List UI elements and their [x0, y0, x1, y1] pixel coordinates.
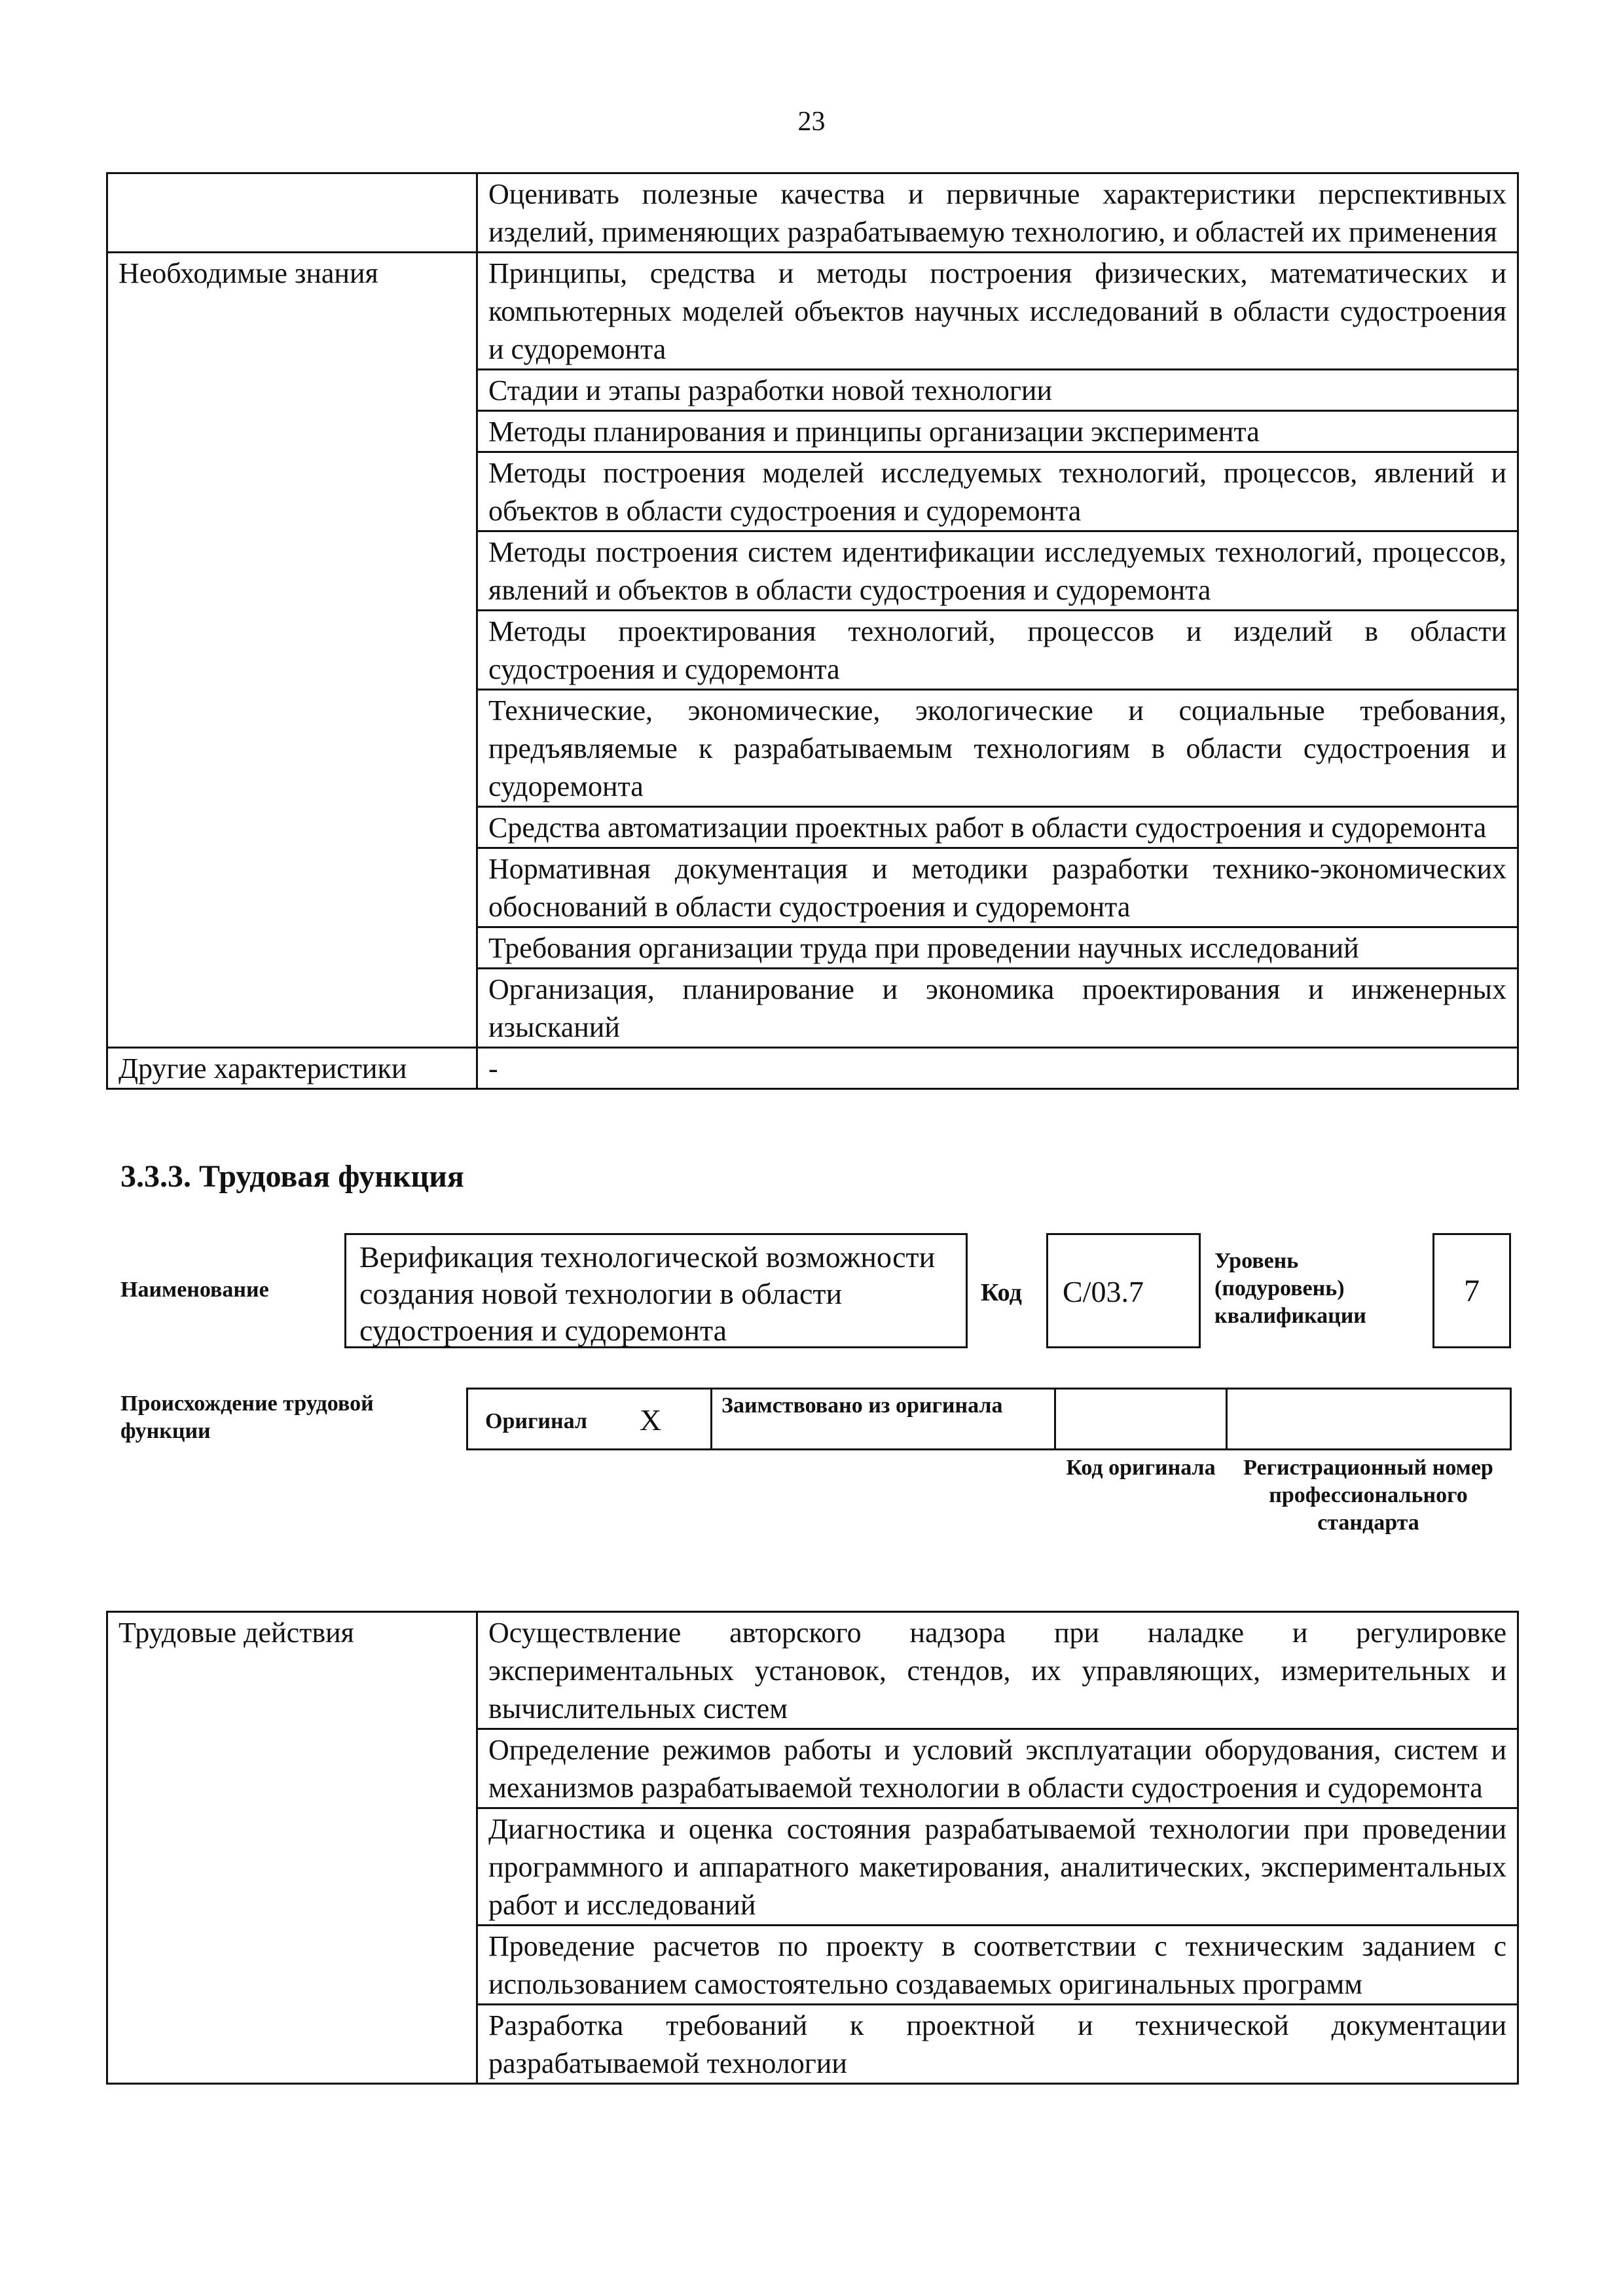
labor-action-item: Определение режимов работы и условий эксплуатации оборудования, систем и механизмов разрабатываемой технологии в области судостроения и судоремонта	[477, 1729, 1518, 1808]
page-number: 23	[797, 107, 826, 137]
empty-label-cell	[107, 173, 477, 253]
level-value-box: 7	[1432, 1233, 1511, 1348]
labor-action-item: Диагностика и оценка состояния разрабатываемой технологии при проведении программного и аппаратного макетирования, аналитических, экспериментальных работ и исследований	[477, 1808, 1518, 1926]
original-label: Оригинал	[485, 1409, 587, 1433]
code-value-box: C/03.7	[1046, 1233, 1201, 1348]
knowledge-item: Организация, планирование и экономика проектирования и инженерных изысканий	[477, 969, 1518, 1048]
origin-label: Происхождение трудовой функции	[120, 1391, 374, 1443]
registration-number-caption: Регистрационный номер профессионального стандарта	[1243, 1456, 1493, 1535]
name-label: Наименование	[120, 1278, 269, 1302]
code-label: Код	[981, 1279, 1022, 1306]
original-mark: X	[640, 1403, 662, 1437]
table-row	[107, 1048, 1518, 1089]
original-code-box	[1054, 1388, 1228, 1450]
labor-actions-table	[106, 1611, 1519, 2085]
knowledge-item: Нормативная документация и методики разработки технико-экономических обоснований в области судостроения и судоремонта	[477, 848, 1518, 927]
registration-number-box	[1226, 1388, 1512, 1450]
level-label: Уровень (подуровень) квалификации	[1214, 1249, 1366, 1328]
knowledge-item: Методы построения систем идентификации исследуемых технологий, процессов, явлений и объектов в области судостроения и судоремонта	[477, 531, 1518, 611]
knowledge-table	[106, 172, 1519, 1090]
table-row	[107, 1612, 1518, 1729]
labor-action-item: Осуществление авторского надзора при наладке и регулировке экспериментальных установок, стендов, их управляющих, измерительных и вычислительных систем	[477, 1612, 1518, 1729]
knowledge-item: Требования организации труда при проведении научных исследований	[477, 927, 1518, 969]
knowledge-item: Методы построения моделей исследуемых технологий, процессов, явлений и объектов в области судостроения и судоремонта	[477, 452, 1518, 531]
knowledge-item: Принципы, средства и методы построения физических, математических и компьютерных моделей объектов научных исследований в области судостроения и судоремонта	[477, 253, 1518, 370]
table-row	[107, 173, 1518, 253]
table-row	[107, 253, 1518, 370]
section-heading: 3.3.3. Трудовая функция	[120, 1159, 464, 1194]
knowledge-item: Методы планирования и принципы организации эксперимента	[477, 411, 1518, 452]
knowledge-item: Средства автоматизации проектных работ в области судостроения и судоремонта	[477, 807, 1518, 848]
labor-actions-label: Трудовые действия	[107, 1612, 477, 2084]
other-characteristics-value: -	[477, 1048, 1518, 1089]
knowledge-item: Технические, экономические, экологические и социальные требования, предъявляемые к разрабатываемым технологиям в области судостроения и судоремонта	[477, 690, 1518, 807]
borrowed-box: Заимствовано из оригинала	[710, 1388, 1056, 1450]
other-characteristics-label: Другие характеристики	[107, 1048, 477, 1089]
labor-action-item: Проведение расчетов по проекту в соответствии с техническим заданием с использованием самостоятельно создаваемых оригинальных программ	[477, 1926, 1518, 2005]
skill-item: Оценивать полезные качества и первичные характеристики перспективных изделий, применяющих разрабатываемую технологию, и областей их применения	[477, 173, 1518, 253]
labor-action-item: Разработка требований к проектной и технической документации разрабатываемой технологии	[477, 2005, 1518, 2084]
knowledge-label: Необходимые знания	[107, 253, 477, 1048]
original-box	[466, 1388, 712, 1450]
original-code-caption: Код оригинала	[1066, 1456, 1216, 1480]
knowledge-item: Стадии и этапы разработки новой технологии	[477, 370, 1518, 411]
function-name-box: Верификация технологической возможности создания новой технологии в области судостроения и судоремонта	[344, 1233, 968, 1348]
knowledge-item: Методы проектирования технологий, процессов и изделий в области судостроения и судоремонта	[477, 611, 1518, 690]
